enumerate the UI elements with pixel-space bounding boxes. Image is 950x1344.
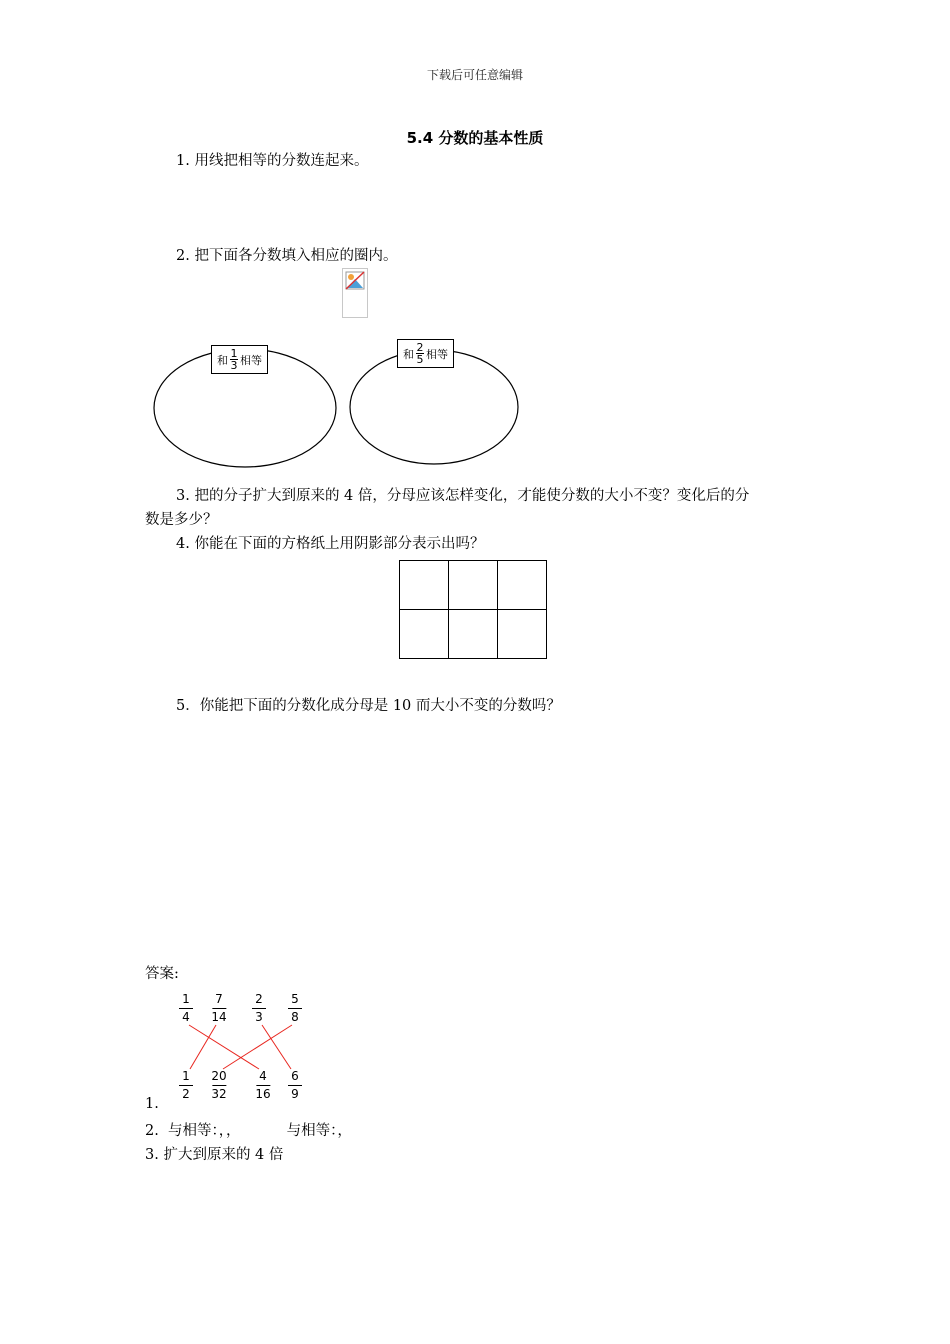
numerator: 4 <box>259 1069 267 1083</box>
question-4: 4. 你能在下面的方格纸上用阴影部分表示出吗？ <box>176 536 485 552</box>
fraction-bar <box>179 1008 193 1009</box>
answer-3: 3. 扩大到原来的 4 倍 <box>145 1147 284 1163</box>
answer-top-fraction <box>288 992 302 1025</box>
label-suffix: 相等 <box>240 353 262 367</box>
grid-cell[interactable] <box>400 561 449 610</box>
connection-line <box>223 1025 292 1069</box>
answer-connection-lines <box>189 1025 292 1069</box>
label-prefix: 和 <box>403 347 414 361</box>
grid-cell[interactable] <box>449 561 498 610</box>
circle-label-right <box>397 339 454 368</box>
label-fraction <box>416 342 424 365</box>
denominator: 3 <box>230 359 238 372</box>
numerator: 1 <box>182 1069 190 1083</box>
answer-top-fraction <box>179 992 193 1025</box>
question-3-line-2: 数是多少？ <box>145 512 218 528</box>
denominator: 2 <box>182 1087 190 1101</box>
label-suffix: 相等 <box>426 347 448 361</box>
page-header: 下载后可任意编辑 <box>426 68 523 82</box>
question-2: 2. 把下面各分数填入相应的圈内。 <box>176 248 398 264</box>
label-prefix: 和 <box>217 353 228 367</box>
numerator: 7 <box>215 992 223 1006</box>
numerator: 5 <box>291 992 299 1006</box>
answer-bottom-fraction <box>255 1069 270 1102</box>
answer-top-fraction <box>211 992 226 1025</box>
denominator: 3 <box>255 1010 263 1024</box>
answer-bottom-fraction <box>288 1069 302 1102</box>
grid-cell[interactable] <box>400 610 449 659</box>
answer-1: 1. <box>145 1096 159 1112</box>
numerator: 1 <box>230 347 238 360</box>
question-5: 5．你能把下面的分数化成分母是 10 而大小不变的分数吗？ <box>176 698 561 714</box>
grid-cell[interactable] <box>498 610 547 659</box>
fraction-bar <box>288 1008 302 1009</box>
connection-line <box>262 1025 291 1069</box>
fraction-bar <box>288 1085 302 1086</box>
numerator: 20 <box>211 1069 227 1083</box>
denominator: 32 <box>211 1087 227 1101</box>
numerator: 6 <box>291 1069 299 1083</box>
grid-cell[interactable] <box>449 610 498 659</box>
denominator: 16 <box>255 1087 271 1101</box>
fraction-bar <box>256 1085 270 1086</box>
fraction-bar <box>252 1008 266 1009</box>
numerator: 2 <box>255 992 263 1006</box>
denominator: 4 <box>182 1010 190 1024</box>
connection-line <box>190 1025 216 1069</box>
denominator: 14 <box>211 1010 227 1024</box>
grid-cell[interactable] <box>498 561 547 610</box>
denominator: 5 <box>416 353 424 366</box>
question-1: 1. 用线把相等的分数连起来。 <box>176 153 369 169</box>
connection-line <box>189 1025 259 1069</box>
fraction-bar <box>212 1008 226 1009</box>
fraction-bar <box>179 1085 193 1086</box>
denominator: 8 <box>291 1010 299 1024</box>
answer-bottom-fraction <box>211 1069 226 1102</box>
answer-top-fraction <box>252 992 266 1025</box>
fraction-bar <box>212 1085 226 1086</box>
page-title: 5.4 分数的基本性质 <box>406 129 544 147</box>
numerator: 1 <box>182 992 190 1006</box>
denominator: 9 <box>291 1087 299 1101</box>
numerator: 2 <box>416 341 424 354</box>
answers-heading: 答案: <box>145 966 179 982</box>
answer-bottom-fraction <box>179 1069 193 1102</box>
grid-paper <box>399 560 547 659</box>
question-3-line-1: 3. 把的分子扩大到原来的 4 倍，分母应该怎样变化，才能使分数的大小不变？变化后的分 <box>176 488 750 504</box>
answer-2: 2. 与相等：，， 与相等：， <box>145 1123 352 1139</box>
circle-label-left <box>211 345 268 374</box>
label-fraction <box>230 348 238 371</box>
